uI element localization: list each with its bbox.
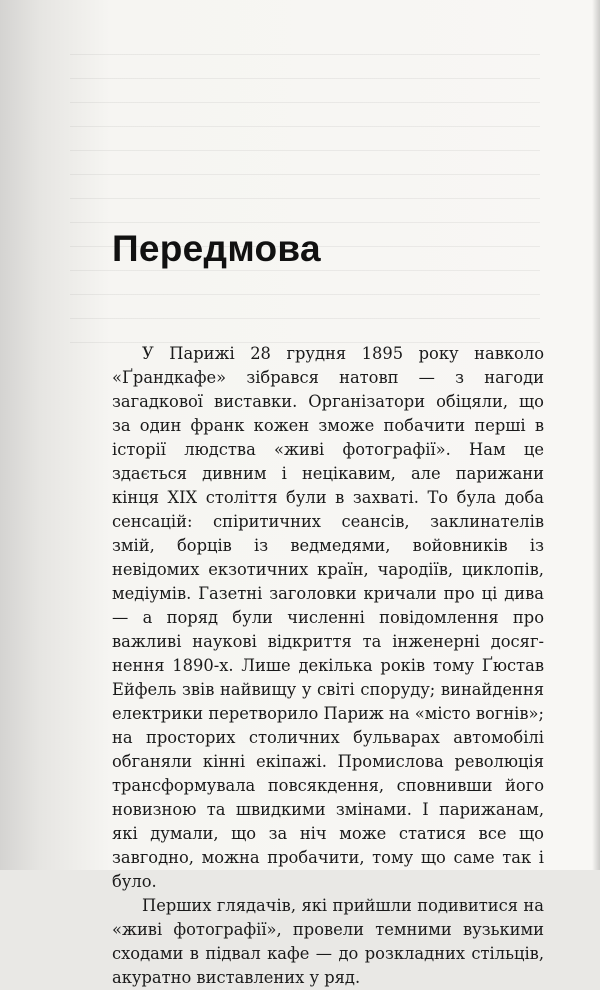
chapter-body xyxy=(112,342,544,990)
paragraph-1: У Парижі 28 грудня 1895 року навколо «Ґрандкафе» зібрався натовп — з нагоди загадкової виставки. Організатори обіцяли, що за один франк кожен зможе побачити перші в історії людства «живі фотографії». Нам це здається дивним і нецікавим, але парижани кінця XIX століття були в захваті. То була доба сенсацій: спіритичних сеансів, заклинателів змій, борців із ведмедями, войовників із невідомих екзотичних країн, чародіїв, циклопів, медіумів. Газетні заголовки кричали про ці дива — а поряд були численні повідомлення про важливі наукові відкриття та інженерні досягнення 1890-х. Лише декілька років тому Ґюстав Ейфель звів найвищу у світі споруду; винайдення електрики перетворило Париж на «місто вогнів»; на просторих столичних бульварах автомобілі обганяли кінні екіпажі. Промислова революція трансформувала повсякдення, сповнивши його новизною та швидкими змінами. І парижанам, які думали, що за ніч може статися все що завгодно, можна пробачити, тому що саме так і було. xyxy=(112,344,544,891)
chapter-heading: Передмова xyxy=(112,228,321,269)
reverse-side-bleed-through xyxy=(70,38,540,358)
paragraph-2: Перших глядачів, які прийшли подивитися на «живі фотографії», провели темними вузькими сходами в підвал кафе — до розкладних стільців, акуратно виставлених у ряд. xyxy=(112,896,544,987)
